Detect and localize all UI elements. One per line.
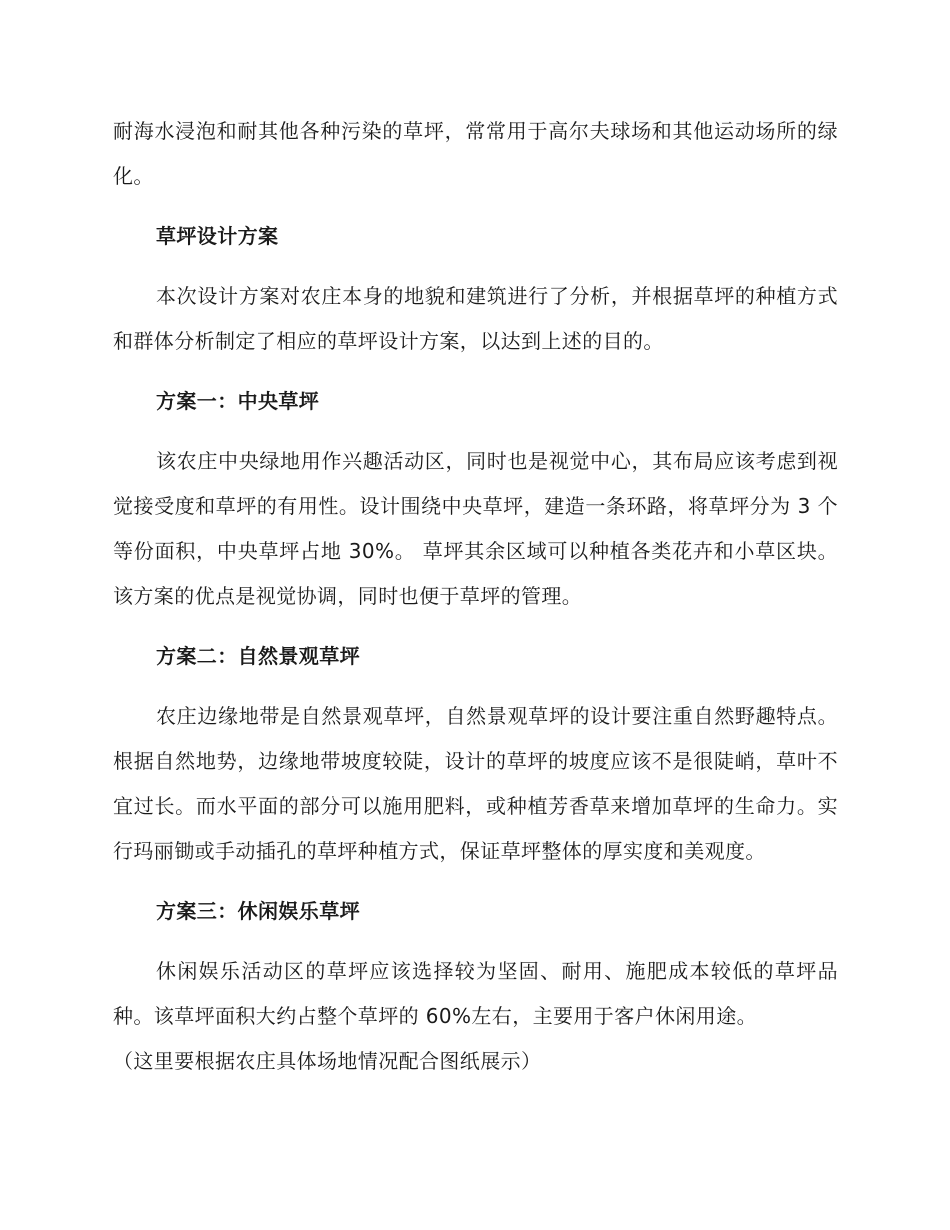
plan-3-body: 休闲娱乐活动区的草坪应该选择较为坚固、耐用、施肥成本较低的草坪品种。该草坪面积大约占整个草坪的 60%左右，主要用于客户休闲用途。 bbox=[113, 959, 838, 1028]
plan-2-body: 农庄边缘地带是自然景观草坪，自然景观草坪的设计要注重自然野趣特点。根据自然地势，边缘地带坡度较陡，设计的草坪的坡度应该不是很陡峭，草叶不宜过长。而水平面的部分可以施用肥料，或种植芳香草来增加草坪的生命力。实行玛丽锄或手动插孔的草坪种植方式，保证草坪整体的厚实度和美观度。 bbox=[113, 704, 838, 863]
plan-3-note: （这里要根据农庄具体场地情况配合图纸展示） bbox=[113, 1049, 542, 1073]
intro-paragraph: 耐海水浸泡和耐其他各种污染的草坪，常常用于高尔夫球场和其他运动场所的绿化。 bbox=[113, 119, 838, 188]
plan-1-heading: 方案一：中央草坪 bbox=[156, 389, 320, 413]
plan-3-heading: 方案三：休闲娱乐草坪 bbox=[156, 899, 360, 923]
plan-1-body: 该农庄中央绿地用作兴趣活动区，同时也是视觉中心，其布局应该考虑到视觉接受度和草坪的有用性。设计围绕中央草坪，建造一条环路，将草坪分为 3 个等份面积，中央草坪占地 30%。 草坪其余区域可以种植各类花卉和小草区块。该方案的优点是视觉协调，同时也便于草坪的管理。 bbox=[113, 449, 838, 608]
document-body bbox=[113, 109, 838, 1084]
section-heading: 草坪设计方案 bbox=[156, 224, 279, 248]
section-intro-paragraph: 本次设计方案对农庄本身的地貌和建筑进行了分析，并根据草坪的种植方式和群体分析制定了相应的草坪设计方案，以达到上述的目的。 bbox=[113, 284, 838, 353]
plan-2-heading: 方案二：自然景观草坪 bbox=[156, 644, 360, 668]
